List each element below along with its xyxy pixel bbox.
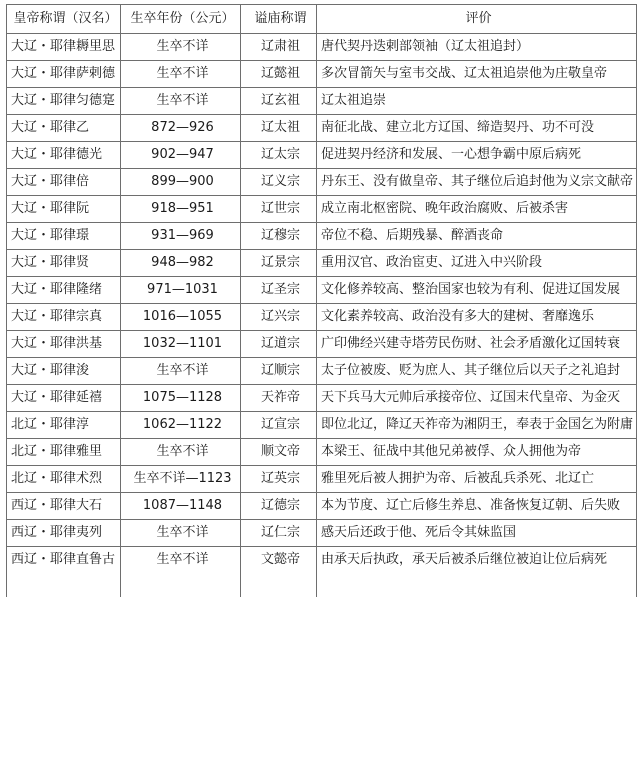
- table-row: [7, 385, 637, 412]
- cell-evaluation: 促进契丹经济和发展、一心想争霸中原后病死: [317, 142, 637, 169]
- table-row: [7, 34, 637, 61]
- cell-years: 899—900: [121, 169, 241, 196]
- table-row: [7, 358, 637, 385]
- cell-years: 948—982: [121, 250, 241, 277]
- cell-years: 1087—1148: [121, 493, 241, 520]
- cell-name: 大辽・耶律洪基: [7, 331, 121, 358]
- cell-temple-title: 顺文帝: [241, 439, 317, 466]
- table-row: [7, 142, 637, 169]
- cell-evaluation: 感天后还政于他、死后令其妹监国: [317, 520, 637, 547]
- cell-name: 大辽・耶律隆绪: [7, 277, 121, 304]
- table-body: [7, 34, 637, 598]
- cell-name: 大辽・耶律匀德寔: [7, 88, 121, 115]
- cell-evaluation: 丹东王、没有做皇帝、其子继位后追封他为义宗文献帝: [317, 169, 637, 196]
- cell-years: 生卒不详: [121, 61, 241, 88]
- cell-evaluation: 本为节度、辽亡后修生养息、准备恢复辽朝、后失败: [317, 493, 637, 520]
- cell-name: 西辽・耶律夷列: [7, 520, 121, 547]
- table-row: [7, 466, 637, 493]
- cell-name: 大辽・耶律贤: [7, 250, 121, 277]
- cell-temple-title: 辽穆宗: [241, 223, 317, 250]
- cell-name: 西辽・耶律大石: [7, 493, 121, 520]
- table-header: [7, 5, 637, 34]
- cell-temple-title: 辽兴宗: [241, 304, 317, 331]
- cell-years: 1016—1055: [121, 304, 241, 331]
- cell-name: 北辽・耶律淳: [7, 412, 121, 439]
- cell-name: 北辽・耶律雅里: [7, 439, 121, 466]
- cell-evaluation: 南征北战、建立北方辽国、缔造契丹、功不可没: [317, 115, 637, 142]
- cell-evaluation: 本梁王、征战中其他兄弟被俘、众人拥他为帝: [317, 439, 637, 466]
- cell-temple-title: 辽景宗: [241, 250, 317, 277]
- table-row: [7, 115, 637, 142]
- cell-years: 931—969: [121, 223, 241, 250]
- cell-name: 大辽・耶律倍: [7, 169, 121, 196]
- header-evaluation: 评价: [317, 5, 637, 34]
- cell-years: 生卒不详: [121, 358, 241, 385]
- cell-name: 大辽・耶律璟: [7, 223, 121, 250]
- cell-evaluation: 天下兵马大元帅后承接帝位、辽国末代皇帝、为金灭: [317, 385, 637, 412]
- table-row: [7, 412, 637, 439]
- cell-evaluation: 成立南北枢密院、晚年政治腐败、后被杀害: [317, 196, 637, 223]
- cell-evaluation: 文化素养较高、政治没有多大的建树、奢靡逸乐: [317, 304, 637, 331]
- cell-temple-title: 辽顺宗: [241, 358, 317, 385]
- cell-years: 生卒不详: [121, 547, 241, 598]
- table-row: [7, 250, 637, 277]
- cell-name: 西辽・耶律直鲁古: [7, 547, 121, 598]
- cell-temple-title: 辽世宗: [241, 196, 317, 223]
- cell-name: 大辽・耶律耨里思: [7, 34, 121, 61]
- table-row: [7, 223, 637, 250]
- cell-evaluation: 由承天后执政，承天后被杀后继位被迫让位后病死: [317, 547, 637, 598]
- cell-years: 生卒不详: [121, 88, 241, 115]
- cell-name: 大辽・耶律德光: [7, 142, 121, 169]
- cell-temple-title: 辽太宗: [241, 142, 317, 169]
- cell-name: 大辽・耶律宗真: [7, 304, 121, 331]
- cell-temple-title: 辽太祖: [241, 115, 317, 142]
- table-row: [7, 520, 637, 547]
- cell-name: 大辽・耶律乙: [7, 115, 121, 142]
- cell-temple-title: 辽德宗: [241, 493, 317, 520]
- header-name: 皇帝称谓（汉名）: [7, 5, 121, 34]
- table-row: [7, 169, 637, 196]
- cell-years: 1032—1101: [121, 331, 241, 358]
- cell-evaluation: 广印佛经兴建寺塔劳民伤财、社会矛盾激化辽国转衰: [317, 331, 637, 358]
- cell-temple-title: 辽仁宗: [241, 520, 317, 547]
- cell-temple-title: 辽懿祖: [241, 61, 317, 88]
- cell-years: 生卒不详: [121, 439, 241, 466]
- cell-years: 971—1031: [121, 277, 241, 304]
- table-row: [7, 61, 637, 88]
- emperors-table: [6, 4, 637, 597]
- cell-temple-title: 辽道宗: [241, 331, 317, 358]
- cell-temple-title: 辽英宗: [241, 466, 317, 493]
- cell-evaluation: 重用汉官、政治宦吏、辽进入中兴阶段: [317, 250, 637, 277]
- table-row: [7, 493, 637, 520]
- cell-years: 生卒不详—1123: [121, 466, 241, 493]
- cell-years: 872—926: [121, 115, 241, 142]
- header-row: [7, 5, 637, 34]
- cell-temple-title: 辽肃祖: [241, 34, 317, 61]
- cell-name: 大辽・耶律萨剌德: [7, 61, 121, 88]
- table-row: [7, 331, 637, 358]
- cell-evaluation: 雅里死后被人拥护为帝、后被乱兵杀死、北辽亡: [317, 466, 637, 493]
- cell-name: 大辽・耶律浚: [7, 358, 121, 385]
- cell-temple-title: 辽义宗: [241, 169, 317, 196]
- cell-temple-title: 文懿帝: [241, 547, 317, 598]
- cell-evaluation: 唐代契丹迭剌部领袖（辽太祖追封）: [317, 34, 637, 61]
- table-row: [7, 547, 637, 598]
- cell-evaluation: 即位北辽，降辽天祚帝为湘阴王，奉表于金国乞为附庸: [317, 412, 637, 439]
- table-row: [7, 439, 637, 466]
- cell-temple-title: 天祚帝: [241, 385, 317, 412]
- cell-evaluation: 文化修养较高、整治国家也较为有利、促进辽国发展: [317, 277, 637, 304]
- header-years: 生卒年份（公元）: [121, 5, 241, 34]
- table-row: [7, 196, 637, 223]
- cell-years: 生卒不详: [121, 34, 241, 61]
- cell-years: 生卒不详: [121, 520, 241, 547]
- cell-years: 1062—1122: [121, 412, 241, 439]
- cell-temple-title: 辽玄祖: [241, 88, 317, 115]
- cell-years: 1075—1128: [121, 385, 241, 412]
- cell-name: 北辽・耶律术烈: [7, 466, 121, 493]
- cell-evaluation: 太子位被废、贬为庶人、其子继位后以天子之礼追封: [317, 358, 637, 385]
- cell-temple-title: 辽宣宗: [241, 412, 317, 439]
- cell-evaluation: 辽太祖追崇: [317, 88, 637, 115]
- cell-years: 918—951: [121, 196, 241, 223]
- table-row: [7, 88, 637, 115]
- cell-name: 大辽・耶律延禧: [7, 385, 121, 412]
- header-temple-title: 谥庙称谓: [241, 5, 317, 34]
- table-row: [7, 277, 637, 304]
- cell-evaluation: 多次冒箭矢与室韦交战、辽太祖追崇他为庄敬皇帝: [317, 61, 637, 88]
- cell-evaluation: 帝位不稳、后期残暴、醉酒丧命: [317, 223, 637, 250]
- cell-name: 大辽・耶律阮: [7, 196, 121, 223]
- cell-temple-title: 辽圣宗: [241, 277, 317, 304]
- table-row: [7, 304, 637, 331]
- cell-years: 902—947: [121, 142, 241, 169]
